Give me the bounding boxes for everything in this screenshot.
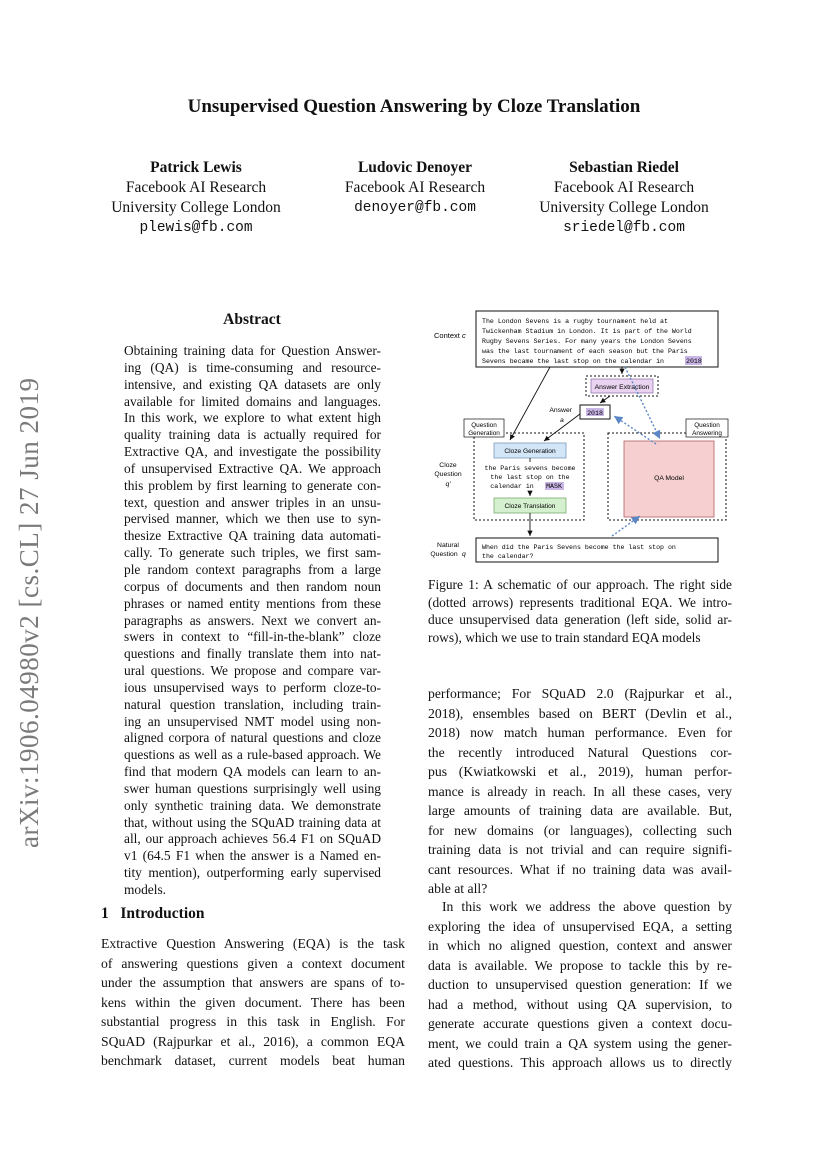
cloze-text — [484, 465, 575, 490]
text-line: corpus of documents and then random noun — [124, 578, 381, 594]
cloze-var: q' — [445, 481, 451, 488]
text-line: 2018), ensembles based on BERT (Devlin et al., — [428, 705, 732, 721]
svg-text:When did the Paris Sevens beco: When did the Paris Sevens become the last stop on — [482, 544, 676, 551]
text-line: swer human questions surprisingly well using — [124, 780, 381, 796]
svg-text:Sevens became the last stop on: Sevens became the last stop on the calendar in — [482, 358, 665, 365]
text-line: benchmark dataset, current models beat human — [101, 1053, 405, 1068]
answer-value: 2018 — [587, 410, 603, 417]
natural-label: Natural — [437, 542, 459, 549]
introduction-body — [101, 934, 405, 1071]
cloze-label: Question — [434, 471, 462, 478]
text-line: this problem by first learning to generate con- — [124, 477, 381, 493]
right-column-paragraph-2 — [428, 897, 732, 1073]
text-line: available for limited domains and languages. — [124, 393, 381, 409]
text-line: had a method, without using QA supervision, to — [428, 996, 732, 1012]
answer-var: a — [560, 417, 564, 424]
text-line: (dotted arrows) represents traditional EQA. We intro- — [428, 594, 732, 610]
text-line: In this work we address the above question by — [442, 899, 732, 914]
answer-extraction-label: Answer Extraction — [594, 384, 650, 391]
qa-model-label: QA Model — [654, 475, 684, 482]
text-line: exploring the idea of unsupervised EQA, a setting — [428, 918, 732, 934]
svg-text:calendar in: calendar in — [490, 483, 534, 490]
text-line: ious unsupervised ways to perform cloze-to- — [124, 679, 381, 695]
arxiv-stamp: arXiv:1906.04980v2 [cs.CL] 27 Jun 2019 — [14, 377, 44, 848]
text-line: able at all? — [428, 881, 488, 896]
figure-1-schematic — [420, 304, 740, 574]
text-line: duction to unsupervised question generation: If we — [428, 977, 732, 992]
question-generation-label: Question — [471, 422, 497, 429]
section-title: Introduction — [120, 905, 205, 922]
text-line: of answering questions given a context document — [101, 955, 405, 971]
text-line: quality training data is actually required for — [124, 427, 381, 443]
text-line: kens within the given document. There has been — [101, 994, 405, 1010]
author-email: denoyer@fb.com — [354, 200, 476, 216]
text-line: phrases or named entity mentions from these — [124, 595, 381, 611]
svg-text:was the last tournament of eac: was the last tournament of each season but the Paris — [482, 348, 688, 355]
context-label: Context c — [434, 331, 466, 340]
text-line: questions and finally translate them into nat- — [124, 646, 381, 662]
text-line: thesize Extractive QA training data automati- — [124, 528, 381, 544]
section-number: 1 — [101, 905, 109, 922]
text-line: Obtaining training data for Question Answer- — [124, 343, 381, 358]
text-line: training data is not trivial and can require signifi- — [428, 842, 732, 857]
abstract-body — [124, 343, 381, 899]
author-block-3 — [509, 158, 739, 238]
text-line: swers in context to “fill-in-the-blank” cloze — [124, 629, 381, 645]
text-line: data is available. We propose to tackle this by re- — [428, 957, 732, 973]
text-line: SQuAD (Rajpurkar et al., 2016), a common EQA — [101, 1033, 405, 1049]
text-line: ing an unsupervised NMT model using non- — [124, 713, 381, 729]
text-line: performance; For SQuAD 2.0 (Rajpurkar et al., — [428, 686, 732, 701]
answer-label: Answer — [549, 407, 572, 414]
question-generation-label: Generation — [468, 430, 500, 437]
text-line: ated questions. This approach allows us to directly — [428, 1055, 732, 1070]
text-line: mance is already in reach. In all these cases, very — [428, 783, 732, 799]
text-line: pervised manner, which we then use to syn- — [124, 511, 381, 527]
text-line: under the assumption that answers are spans of to- — [101, 975, 405, 990]
paper-title: Unsupervised Question Answering by Cloze Translation — [187, 96, 641, 117]
author-name: Ludovic Denoyer — [357, 159, 473, 176]
text-line: find that modern QA models can learn to an- — [124, 764, 381, 780]
text-line: intensive, and existing QA datasets are only — [124, 376, 381, 392]
natural-label: Question — [430, 551, 458, 558]
text-line: generate accurate questions given a context docu- — [428, 1016, 732, 1031]
author-affiliation: Facebook AI Research — [553, 179, 695, 196]
author-affiliation: University College London — [539, 199, 709, 216]
text-line: in which no aligned question, context and answer — [428, 938, 732, 953]
author-affiliation: University College London — [111, 199, 281, 216]
cloze-label: Cloze — [439, 462, 457, 469]
text-line: paragraphs as answers. Next we convert an- — [124, 612, 381, 628]
svg-text:the calendar?: the calendar? — [482, 553, 534, 560]
svg-text:MASK: MASK — [546, 483, 562, 490]
text-line: of unsupervised Extractive QA. We approach — [124, 460, 381, 476]
text-line: cally. To generate such triples, we first sam- — [124, 545, 381, 561]
text-line: cant resources. What if no training data was avail- — [428, 861, 732, 877]
text-line: Figure 1: A schematic of our approach. The right side — [428, 577, 732, 592]
author-block-1 — [81, 158, 311, 238]
author-affiliation: Facebook AI Research — [344, 179, 486, 196]
text-line: substantial progress in this task in English. For — [101, 1014, 405, 1029]
cloze-translation-label: Cloze Translation — [504, 503, 556, 510]
text-line: large amounts of training data are available. But, — [428, 803, 732, 818]
text-line: duce unsupervised data generation (left side, solid ar- — [428, 612, 732, 627]
text-line: ing (QA) is time-consuming and resource- — [124, 359, 381, 375]
text-line: aligned corpora of natural questions and cloze — [124, 730, 381, 746]
text-line: ment, we could train a QA system using the gener- — [428, 1035, 732, 1051]
text-line: for new domains (or languages), collecting such — [428, 822, 732, 838]
text-line: In this work, we explore to what extent high — [124, 410, 381, 426]
author-affiliation: Facebook AI Research — [125, 179, 267, 196]
svg-text:2018: 2018 — [686, 358, 702, 365]
svg-text:the last stop on the: the last stop on the — [490, 474, 570, 481]
right-column-paragraph-1 — [428, 684, 732, 899]
text-line: natural question translation, including train- — [124, 696, 381, 712]
figure-caption — [428, 576, 732, 646]
text-line: Extractive QA, and investigate the possibility — [124, 444, 381, 460]
author-block-2 — [300, 158, 530, 218]
author-name: Sebastian Riedel — [569, 159, 679, 176]
text-line: Extractive Question Answering (EQA) is the task — [101, 936, 405, 951]
text-line: models. — [124, 882, 167, 897]
abstract-heading: Abstract — [223, 311, 281, 328]
text-line: tity mention), outperforming early supervised — [124, 865, 381, 881]
text-line: rows), which we use to train standard EQA models — [428, 629, 701, 645]
author-email: sriedel@fb.com — [563, 220, 685, 236]
question-answering-label: Answering — [692, 430, 722, 437]
text-line: pus (Kwiatkowski et al., 2019), human perfor- — [428, 764, 732, 779]
svg-text:Rugby Sevens Series. For many: Rugby Sevens Series. For many years the London Sevens — [482, 338, 692, 345]
author-email: plewis@fb.com — [139, 220, 253, 236]
svg-text:the Paris sevens become: the Paris sevens become — [484, 465, 576, 472]
cloze-generation-label: Cloze Generation — [504, 448, 556, 455]
text-line: v1 (64.5 F1 when the answer is a Named en- — [124, 848, 381, 864]
text-line: 2018) now match human performance. Even for — [428, 725, 732, 740]
text-line: all, our approach achieves 56.4 F1 on SQuAD — [124, 831, 381, 847]
text-line: questions as well as a rule-based approach. We — [124, 747, 381, 763]
text-line: that, without using the SQuAD training data at — [124, 814, 381, 830]
natural-var: q — [462, 551, 466, 558]
text-line: ple random context paragraphs from a large — [124, 561, 381, 577]
svg-text:The London Sevens is a rugby t: The London Sevens is a rugby tournament held at — [482, 318, 668, 325]
author-name: Patrick Lewis — [150, 159, 242, 176]
question-answering-label: Question — [694, 422, 720, 429]
text-line: ural questions. We propose and compare var- — [124, 663, 381, 679]
text-line: text, question and answer triples in an unsu- — [124, 494, 381, 510]
section-heading-introduction — [101, 905, 205, 923]
text-line: only synthetic training data. We demonstrate — [124, 797, 381, 813]
text-line: the recently introduced Natural Questions cor- — [428, 744, 732, 760]
svg-text:Twickenham Stadium in London.: Twickenham Stadium in London. It is part of the World — [482, 328, 692, 335]
